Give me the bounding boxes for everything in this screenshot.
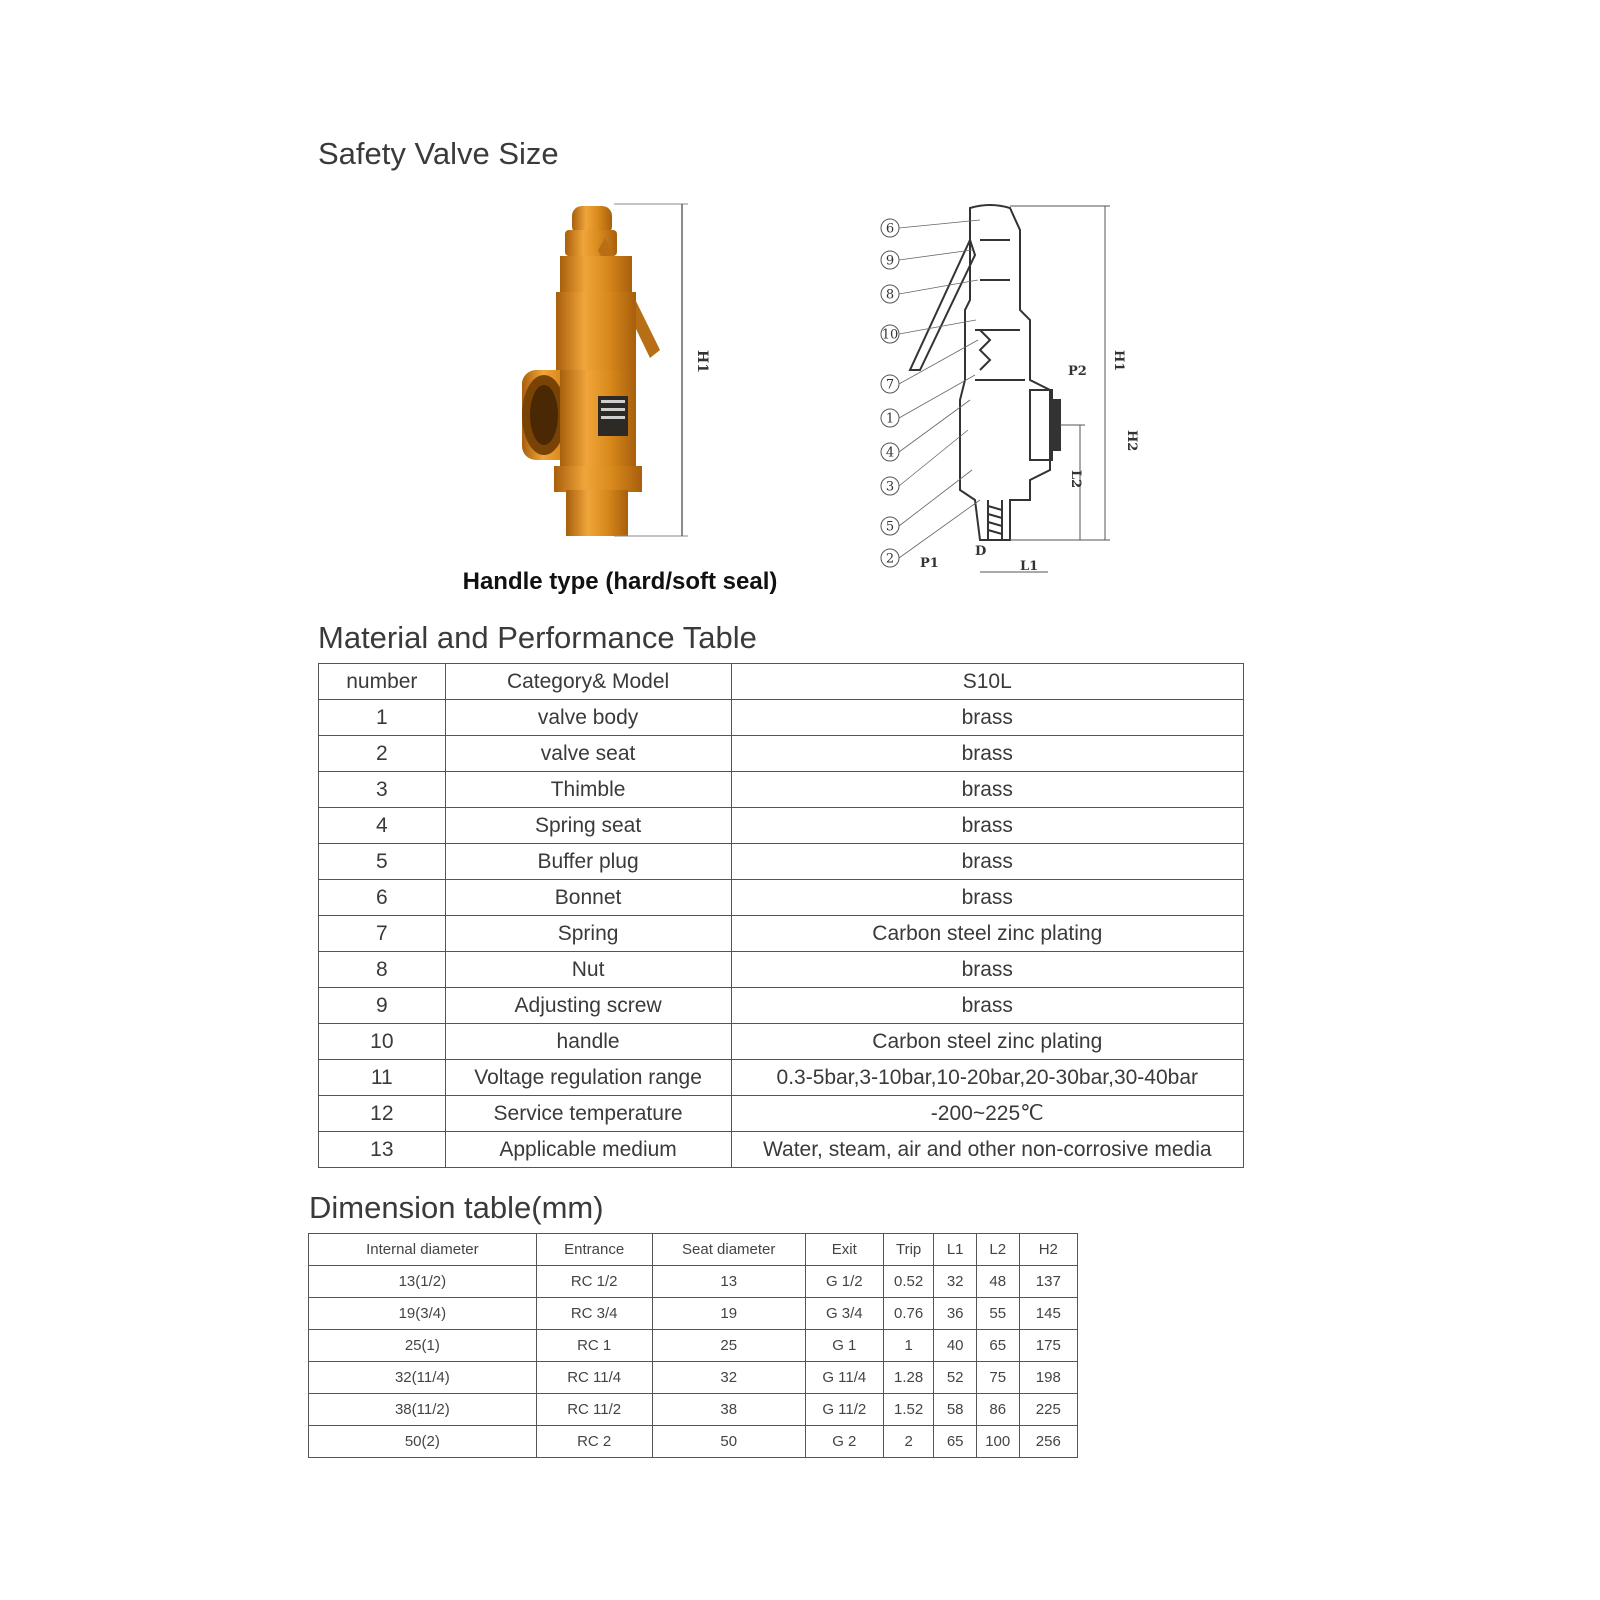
dimension-cell: 48 — [976, 1266, 1019, 1298]
callout-label: 9 — [885, 253, 895, 269]
table-row — [319, 1060, 1244, 1096]
dimension-header-cell: Internal diameter — [309, 1234, 537, 1266]
dimension-header-row — [309, 1234, 1078, 1266]
cell-category: Buffer plug — [445, 844, 731, 880]
cell-material: -200~225℃ — [731, 1096, 1243, 1132]
dimension-cell: 65 — [976, 1330, 1019, 1362]
callout-label: 10 — [881, 327, 899, 343]
callout-leader — [899, 220, 980, 228]
dimension-cell: 32(11/4) — [309, 1362, 537, 1394]
dimension-cell: 13(1/2) — [309, 1266, 537, 1298]
dimension-cell: 86 — [976, 1394, 1019, 1426]
photo-caption: Handle type (hard/soft seal) — [462, 568, 778, 595]
dimension-header-cell: Exit — [805, 1234, 883, 1266]
section-title-material: Material and Performance Table — [318, 620, 757, 655]
cell-material: brass — [731, 736, 1243, 772]
dimension-cell: 100 — [976, 1426, 1019, 1458]
photo-h1-label: H1 — [694, 350, 710, 373]
dimension-cell: 1 — [883, 1330, 934, 1362]
table-row — [319, 844, 1244, 880]
dimension-row — [309, 1330, 1078, 1362]
dimension-cell: 145 — [1019, 1298, 1077, 1330]
header-model: S10L — [731, 664, 1243, 700]
diagram-h1-label: H1 — [1111, 350, 1126, 372]
dimension-cell: 50 — [652, 1426, 805, 1458]
cell-number: 2 — [319, 736, 446, 772]
cell-category: Spring — [445, 916, 731, 952]
cell-material: brass — [731, 844, 1243, 880]
cell-number: 5 — [319, 844, 446, 880]
dimension-row — [309, 1426, 1078, 1458]
dimension-cell: RC 2 — [536, 1426, 652, 1458]
dimension-cell: 13 — [652, 1266, 805, 1298]
callout-leader — [899, 470, 972, 526]
table-row — [319, 988, 1244, 1024]
dimension-cell: 256 — [1019, 1426, 1077, 1458]
cell-material: brass — [731, 700, 1243, 736]
table-row — [319, 880, 1244, 916]
cell-category: handle — [445, 1024, 731, 1060]
dimension-cell: RC 11/4 — [536, 1362, 652, 1394]
valve-diagram — [880, 200, 1180, 600]
dimension-cell: 0.76 — [883, 1298, 934, 1330]
table-row — [319, 1096, 1244, 1132]
dimension-cell: 36 — [934, 1298, 977, 1330]
table-row — [319, 1132, 1244, 1168]
table-row — [319, 700, 1244, 736]
cell-number: 8 — [319, 952, 446, 988]
dimension-header-cell: H2 — [1019, 1234, 1077, 1266]
cell-material: Carbon steel zinc plating — [731, 1024, 1243, 1060]
dimension-cell: 32 — [934, 1266, 977, 1298]
dimension-cell: 1.52 — [883, 1394, 934, 1426]
dimension-row — [309, 1266, 1078, 1298]
table-row — [319, 808, 1244, 844]
dimension-cell: 75 — [976, 1362, 1019, 1394]
callout-leader — [899, 430, 968, 486]
dimension-cell: 38 — [652, 1394, 805, 1426]
callout-label: 3 — [885, 479, 895, 495]
table-row — [319, 772, 1244, 808]
cell-category: Applicable medium — [445, 1132, 731, 1168]
dimension-cell: G 1/2 — [805, 1266, 883, 1298]
dimension-cell: 175 — [1019, 1330, 1077, 1362]
material-performance-table — [318, 663, 1244, 1168]
cell-number: 4 — [319, 808, 446, 844]
valve-photo — [510, 200, 720, 560]
dimension-cell: 38(11/2) — [309, 1394, 537, 1426]
diagram-l1-label: L1 — [1020, 559, 1039, 574]
callout-leader — [899, 340, 978, 384]
dimension-cell: 52 — [934, 1362, 977, 1394]
diagram-d-label: D — [975, 544, 987, 559]
dimension-header-cell: Entrance — [536, 1234, 652, 1266]
callout-leader — [899, 375, 975, 418]
table-row — [319, 916, 1244, 952]
dimension-cell: 32 — [652, 1362, 805, 1394]
table-row — [319, 952, 1244, 988]
cell-number: 1 — [319, 700, 446, 736]
dimension-cell: RC 1 — [536, 1330, 652, 1362]
cell-number: 10 — [319, 1024, 446, 1060]
cell-material: brass — [731, 772, 1243, 808]
callout-label: 5 — [885, 519, 895, 535]
cell-category: valve body — [445, 700, 731, 736]
table-row — [319, 736, 1244, 772]
cell-material: Carbon steel zinc plating — [731, 916, 1243, 952]
diagram-h2-label: H2 — [1124, 430, 1139, 452]
dimension-cell: 40 — [934, 1330, 977, 1362]
diagram-l2-label: L2 — [1068, 470, 1083, 489]
cell-material: brass — [731, 808, 1243, 844]
dimension-cell: 19(3/4) — [309, 1298, 537, 1330]
callout-label: 6 — [885, 221, 895, 237]
dimension-cell: 25 — [652, 1330, 805, 1362]
cell-category: Bonnet — [445, 880, 731, 916]
callout-leader — [899, 280, 978, 294]
dimension-header-cell: Seat diameter — [652, 1234, 805, 1266]
header-number: number — [319, 664, 446, 700]
table-row — [319, 1024, 1244, 1060]
cell-number: 3 — [319, 772, 446, 808]
cell-number: 7 — [319, 916, 446, 952]
dimension-row — [309, 1298, 1078, 1330]
callout-label: 8 — [885, 287, 895, 303]
dimension-table — [308, 1233, 1078, 1458]
dimension-header-cell: L2 — [976, 1234, 1019, 1266]
dimension-cell: 58 — [934, 1394, 977, 1426]
dimension-cell: 0.52 — [883, 1266, 934, 1298]
callout-leader — [899, 500, 980, 558]
dimension-header-cell: Trip — [883, 1234, 934, 1266]
cell-number: 13 — [319, 1132, 446, 1168]
callout-label: 1 — [885, 411, 895, 427]
cell-material: Water, steam, air and other non-corrosive media — [731, 1132, 1243, 1168]
dimension-cell: G 11/2 — [805, 1394, 883, 1426]
dimension-cell: 137 — [1019, 1266, 1077, 1298]
cell-category: Thimble — [445, 772, 731, 808]
dimension-cell: 65 — [934, 1426, 977, 1458]
cell-category: Service temperature — [445, 1096, 731, 1132]
dimension-cell: RC 3/4 — [536, 1298, 652, 1330]
dimension-cell: 50(2) — [309, 1426, 537, 1458]
section-title-size: Safety Valve Size — [318, 136, 559, 171]
dimension-cell: G 3/4 — [805, 1298, 883, 1330]
dimension-cell: 198 — [1019, 1362, 1077, 1394]
callout-label: 4 — [885, 445, 895, 461]
dimension-cell: G 2 — [805, 1426, 883, 1458]
dimension-header-cell: L1 — [934, 1234, 977, 1266]
table-header-row — [319, 664, 1244, 700]
dimension-cell: 25(1) — [309, 1330, 537, 1362]
dimension-cell: G 11/4 — [805, 1362, 883, 1394]
diagram-p1-label: P1 — [920, 556, 939, 571]
callout-label: 7 — [885, 377, 895, 393]
dimension-cell: RC 1/2 — [536, 1266, 652, 1298]
section-title-dimension: Dimension table(mm) — [309, 1190, 604, 1225]
dimension-cell: 225 — [1019, 1394, 1077, 1426]
dimension-row — [309, 1394, 1078, 1426]
cell-material: 0.3-5bar,3-10bar,10-20bar,20-30bar,30-40bar — [731, 1060, 1243, 1096]
dimension-cell: G 1 — [805, 1330, 883, 1362]
cell-category: Voltage regulation range — [445, 1060, 731, 1096]
dimension-cell: 2 — [883, 1426, 934, 1458]
dimension-cell: RC 11/2 — [536, 1394, 652, 1426]
callout-label: 2 — [885, 551, 895, 567]
cell-number: 11 — [319, 1060, 446, 1096]
cell-material: brass — [731, 880, 1243, 916]
dimension-cell: 1.28 — [883, 1362, 934, 1394]
dimension-cell: 55 — [976, 1298, 1019, 1330]
cell-category: Spring seat — [445, 808, 731, 844]
cell-material: brass — [731, 952, 1243, 988]
dimension-cell: 19 — [652, 1298, 805, 1330]
cell-number: 9 — [319, 988, 446, 1024]
cell-category: Nut — [445, 952, 731, 988]
cell-category: valve seat — [445, 736, 731, 772]
header-category: Category& Model — [445, 664, 731, 700]
cell-material: brass — [731, 988, 1243, 1024]
dimension-row — [309, 1362, 1078, 1394]
cell-number: 6 — [319, 880, 446, 916]
cell-category: Adjusting screw — [445, 988, 731, 1024]
diagram-p2-label: P2 — [1068, 364, 1087, 379]
cell-number: 12 — [319, 1096, 446, 1132]
